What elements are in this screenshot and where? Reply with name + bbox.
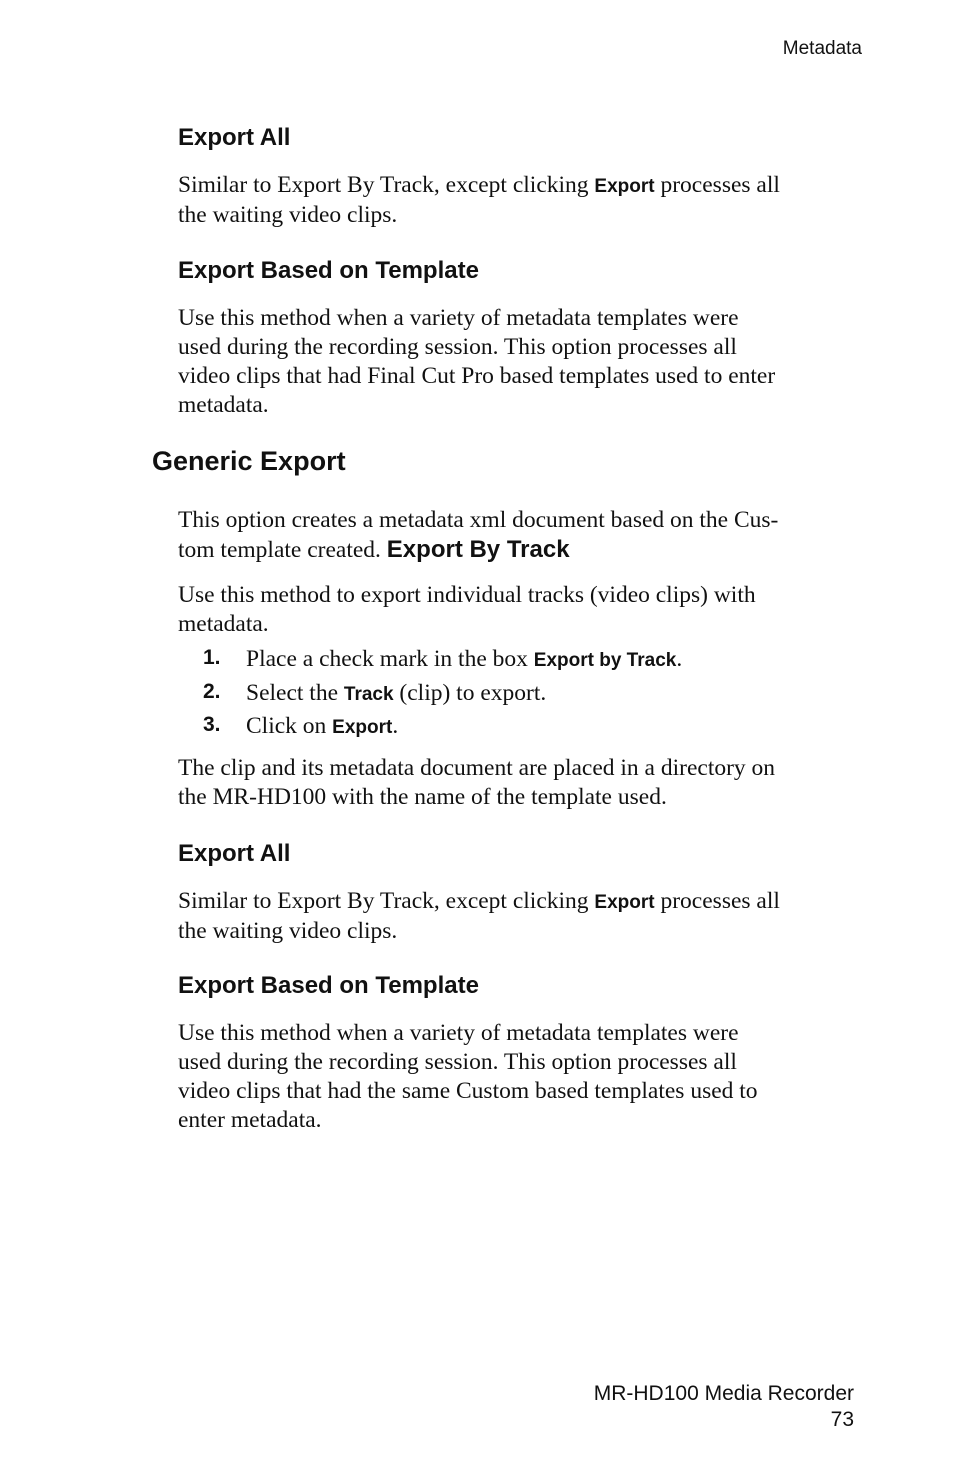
paragraph-export-all-generic xyxy=(178,887,868,946)
text-fragment: . xyxy=(392,713,399,739)
paragraph-line: video clips that had the same Custom based templates used to xyxy=(178,1078,758,1104)
ui-term: Export xyxy=(594,892,655,913)
paragraph-line: the MR-HD100 with the name of the template used. xyxy=(178,784,667,810)
step-number: 2. xyxy=(203,680,221,703)
paragraph-line xyxy=(178,887,868,917)
paragraph-line: used during the recording session. This option processes all xyxy=(178,334,737,360)
paragraph-line: metadata. xyxy=(178,392,269,418)
text-fragment: Place a check mark in the box xyxy=(246,646,534,672)
paragraph-line xyxy=(178,171,868,201)
paragraph-line: Use this method when a variety of metadata templates were xyxy=(178,1020,739,1046)
heading-export-by-track: Export By Track xyxy=(386,536,570,563)
running-header: Metadata xyxy=(782,38,862,59)
list-item-step-2 xyxy=(0,680,954,710)
list-item-step-3 xyxy=(0,713,954,743)
step-text xyxy=(246,646,682,673)
text-fragment: Click on xyxy=(246,713,333,739)
heading-generic-export: Generic Export xyxy=(152,446,346,476)
paragraph-export-all xyxy=(178,171,868,230)
step-text xyxy=(246,680,546,707)
paragraph-line: This option creates a metadata xml document based on the Cus- xyxy=(178,507,779,533)
paragraph-line xyxy=(178,535,868,565)
step-number: 3. xyxy=(203,713,221,736)
paragraph-export-template-generic xyxy=(178,1019,868,1135)
footer-document-title: MR-HD100 Media Recorder xyxy=(593,1382,854,1405)
heading-export-based-on-template-generic: Export Based on Template xyxy=(178,972,479,999)
text-fragment: processes all xyxy=(654,172,780,198)
text-fragment: (clip) to export. xyxy=(393,680,547,706)
text-fragment: . xyxy=(676,646,683,672)
paragraph-line: Use this method to export individual tracks (video clips) with xyxy=(178,582,756,608)
paragraph-line: enter metadata. xyxy=(178,1107,322,1133)
text-fragment: tom template created. xyxy=(178,537,387,563)
paragraph-line: the waiting video clips. xyxy=(178,202,398,228)
page-number: 73 xyxy=(830,1408,854,1431)
paragraph-line: The clip and its metadata document are placed in a directory on xyxy=(178,755,776,781)
step-number: 1. xyxy=(203,646,221,669)
paragraph-line: used during the recording session. This option processes all xyxy=(178,1049,737,1075)
ui-term: Export by Track xyxy=(533,650,677,671)
step-text xyxy=(246,713,398,740)
paragraph-export-by-track-result xyxy=(178,754,868,812)
paragraph-line: metadata. xyxy=(178,611,269,637)
paragraph-line: Use this method when a variety of metadata templates were xyxy=(178,305,739,331)
paragraph-line: the waiting video clips. xyxy=(178,918,398,944)
text-fragment: Similar to Export By Track, except clicking xyxy=(178,888,595,914)
text-fragment: Select the xyxy=(246,680,344,706)
ui-term: Export xyxy=(594,176,655,197)
list-item-step-1 xyxy=(0,646,954,676)
ui-term: Track xyxy=(343,684,394,705)
heading-export-based-on-template: Export Based on Template xyxy=(178,257,479,284)
heading-export-all: Export All xyxy=(178,124,291,151)
paragraph-generic-export xyxy=(178,506,868,565)
text-fragment: Similar to Export By Track, except clicking xyxy=(178,172,595,198)
text-fragment: processes all xyxy=(654,888,780,914)
heading-export-all-generic: Export All xyxy=(178,840,291,867)
ui-term: Export xyxy=(332,717,393,738)
paragraph-line: video clips that had Final Cut Pro based templates used to enter xyxy=(178,363,776,389)
paragraph-export-template xyxy=(178,304,868,420)
paragraph-export-by-track xyxy=(178,581,868,639)
